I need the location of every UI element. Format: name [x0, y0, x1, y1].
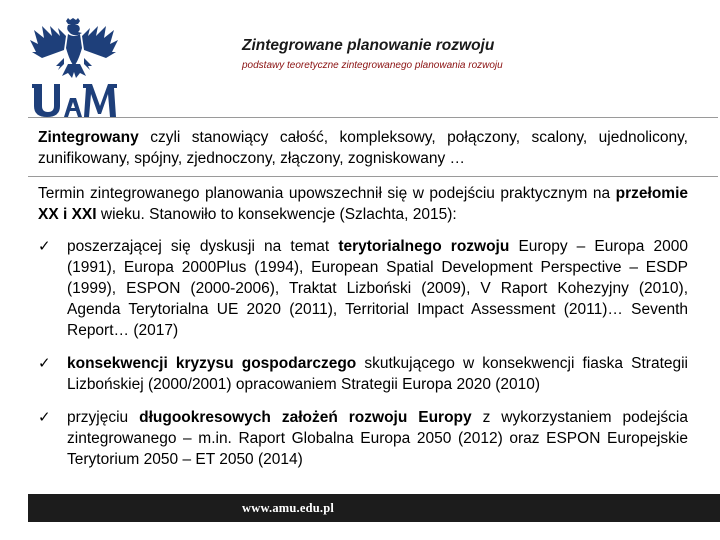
website-link[interactable]: www.amu.edu.pl: [242, 500, 335, 515]
intro-paragraph: [38, 183, 688, 225]
check-icon: ✓: [38, 238, 51, 255]
definition-text: czyli stanowiący całość, kompleksowy, połączony, scalony, ujednolicony, zunifikowany, spójny, zjednoczony, złączony, zogniskowany …: [38, 129, 688, 167]
page-subtitle: podstawy teoretyczne zintegrowanego planowania rozwoju: [242, 60, 503, 71]
intro-text-1: Termin zintegrowanego planowania upowszechnił się w podejściu praktycznym na: [38, 185, 616, 202]
intro-text-2: wieku. Stanowiło to konsekwencje (Szlachta, 2015):: [96, 206, 457, 223]
check-icon: ✓: [38, 409, 51, 426]
list-item: [38, 236, 688, 341]
item-text-bold: długookresowych założeń rozwoju Europy: [139, 409, 472, 426]
list-item: [38, 353, 688, 395]
definition-paragraph: [38, 127, 688, 169]
item-text-post: skutkującego w konsekwencji fiaska Strategii Lizbońskiej (2000/2001) opracowaniem Strategii Europa 2020 (2010): [67, 355, 688, 393]
item-text-post: Europy – Europa 2000 (1991), Europa 2000Plus (1994), European Spatial Development Perspective – ESDP (1999), ESPON (2000-2006), Traktat Lizboński (2009), V Raport Kohezyjny (2010), Agenda Terytorialna UE 2020 (2011), Territorial Impact Assessment (2011)… Seventh Report… (2017): [67, 238, 689, 339]
item-text-pre: poszerzającej się dyskusji na temat: [67, 238, 339, 255]
item-text-post: z wykorzystaniem podejścia zintegrowanego – m.in. Raport Globalna Europa 2050 (2012) oraz ESPON Europejskie Terytorium 2050 – ET 2050 (2014): [67, 409, 688, 468]
page-title: Zintegrowane planowanie rozwoju: [242, 37, 495, 54]
item-text-bold: terytorialnego rozwoju: [338, 238, 510, 255]
intro-bold: przełomie XX i XXI: [38, 185, 688, 223]
footer-bar: [28, 494, 720, 522]
header-divider: [28, 117, 718, 118]
defined-term: Zintegrowany: [38, 129, 139, 146]
uam-logo: [28, 18, 120, 118]
item-text-pre: przyjęciu: [67, 409, 140, 426]
item-text-bold: konsekwencji kryzysu gospodarczego: [67, 355, 357, 372]
section-divider: [28, 176, 718, 177]
check-icon: ✓: [38, 355, 51, 372]
consequences-list: [38, 236, 688, 470]
list-item: [38, 407, 688, 470]
